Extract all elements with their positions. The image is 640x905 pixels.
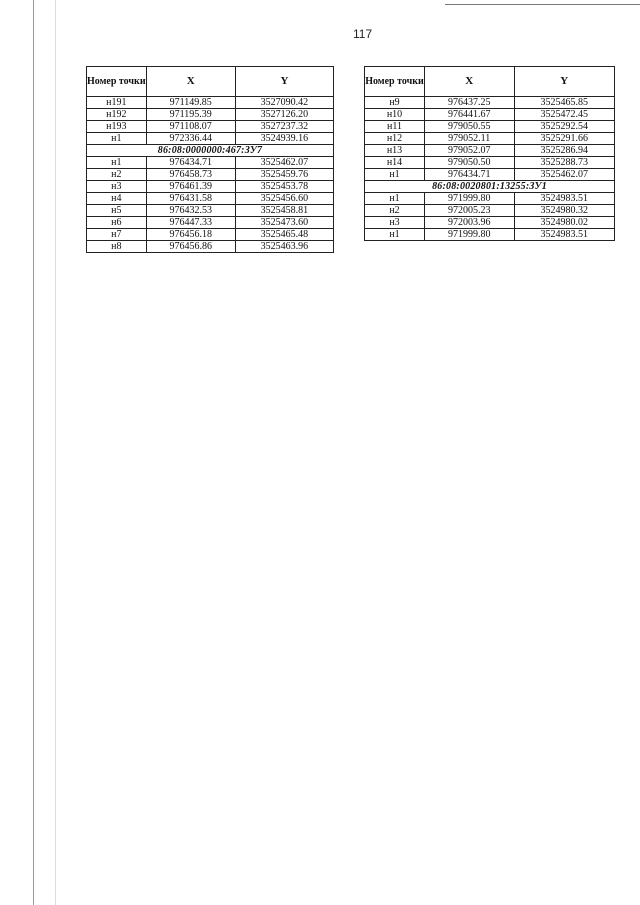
- point-number-cell: н1: [365, 193, 425, 205]
- page-number: 117: [353, 27, 373, 41]
- point-number-cell: н4: [87, 193, 147, 205]
- y-coordinate-cell: 3525473.60: [235, 217, 333, 229]
- y-coordinate-cell: 3525286.94: [514, 145, 614, 157]
- y-coordinate-cell: 3524980.02: [514, 217, 614, 229]
- y-coordinate-cell: 3525291.66: [514, 133, 614, 145]
- y-coordinate-cell: 3527237.32: [235, 121, 333, 133]
- table-row: [365, 169, 615, 181]
- table-row: [365, 229, 615, 241]
- y-coordinate-cell: 3525288.73: [514, 157, 614, 169]
- table-row: [87, 109, 334, 121]
- y-coordinate-cell: 3525459.76: [235, 169, 333, 181]
- x-coordinate-cell: 976434.71: [146, 157, 235, 169]
- x-coordinate-cell: 976458.73: [146, 169, 235, 181]
- x-coordinate-cell: 976456.18: [146, 229, 235, 241]
- header-y: Y: [514, 67, 614, 97]
- table-row: [87, 121, 334, 133]
- x-coordinate-cell: 971999.80: [424, 229, 514, 241]
- section-header-row: [87, 145, 334, 157]
- y-coordinate-cell: 3525472.45: [514, 109, 614, 121]
- table-row: [87, 97, 334, 109]
- x-coordinate-cell: 972336.44: [146, 133, 235, 145]
- point-number-cell: н6: [87, 217, 147, 229]
- binding-margin-line-faint: [55, 0, 56, 905]
- table-body-right: [365, 97, 615, 241]
- table-row: [365, 121, 615, 133]
- table-row: [87, 193, 334, 205]
- table-row: [87, 217, 334, 229]
- point-number-cell: н8: [87, 241, 147, 253]
- point-number-cell: н1: [87, 133, 147, 145]
- table-row: [365, 193, 615, 205]
- x-coordinate-cell: 972005.23: [424, 205, 514, 217]
- table-row: [365, 205, 615, 217]
- point-number-cell: н1: [365, 169, 425, 181]
- table-body-left: [87, 97, 334, 253]
- y-coordinate-cell: 3525465.85: [514, 97, 614, 109]
- x-coordinate-cell: 979050.50: [424, 157, 514, 169]
- point-number-cell: н13: [365, 145, 425, 157]
- x-coordinate-cell: 976432.53: [146, 205, 235, 217]
- x-coordinate-cell: 976461.39: [146, 181, 235, 193]
- point-number-cell: н14: [365, 157, 425, 169]
- cadastral-number-label: 86:08:0000000:467:ЗУ7: [87, 145, 334, 157]
- coordinates-table-left: [86, 66, 334, 253]
- table-row: [365, 157, 615, 169]
- x-coordinate-cell: 971195.39: [146, 109, 235, 121]
- y-coordinate-cell: 3525456.60: [235, 193, 333, 205]
- header-y: Y: [235, 67, 333, 97]
- point-number-cell: н3: [365, 217, 425, 229]
- point-number-cell: н192: [87, 109, 147, 121]
- y-coordinate-cell: 3525462.07: [235, 157, 333, 169]
- table-row: [87, 169, 334, 181]
- x-coordinate-cell: 976437.25: [424, 97, 514, 109]
- y-coordinate-cell: 3525292.54: [514, 121, 614, 133]
- x-coordinate-cell: 971999.80: [424, 193, 514, 205]
- point-number-cell: н10: [365, 109, 425, 121]
- table-row: [87, 157, 334, 169]
- table-row: [365, 133, 615, 145]
- table-row: [365, 97, 615, 109]
- table-row: [365, 145, 615, 157]
- x-coordinate-cell: 979052.07: [424, 145, 514, 157]
- header-point-number: Номер точки: [87, 67, 147, 97]
- y-coordinate-cell: 3524983.51: [514, 193, 614, 205]
- point-number-cell: н1: [87, 157, 147, 169]
- header-x: X: [146, 67, 235, 97]
- point-number-cell: н191: [87, 97, 147, 109]
- point-number-cell: н12: [365, 133, 425, 145]
- coordinates-table-right: [364, 66, 615, 241]
- y-coordinate-cell: 3525463.96: [235, 241, 333, 253]
- section-header-row: [365, 181, 615, 193]
- x-coordinate-cell: 976441.67: [424, 109, 514, 121]
- x-coordinate-cell: 979052.11: [424, 133, 514, 145]
- x-coordinate-cell: 972003.96: [424, 217, 514, 229]
- header-x: X: [424, 67, 514, 97]
- x-coordinate-cell: 976434.71: [424, 169, 514, 181]
- y-coordinate-cell: 3525465.48: [235, 229, 333, 241]
- point-number-cell: н11: [365, 121, 425, 133]
- x-coordinate-cell: 971108.07: [146, 121, 235, 133]
- y-coordinate-cell: 3524983.51: [514, 229, 614, 241]
- x-coordinate-cell: 979050.55: [424, 121, 514, 133]
- y-coordinate-cell: 3525458.81: [235, 205, 333, 217]
- y-coordinate-cell: 3525462.07: [514, 169, 614, 181]
- point-number-cell: н2: [365, 205, 425, 217]
- table-row: [87, 241, 334, 253]
- cadastral-number-label: 86:08:0020801:13255:ЗУ1: [365, 181, 615, 193]
- table-row: [365, 109, 615, 121]
- x-coordinate-cell: 976431.58: [146, 193, 235, 205]
- x-coordinate-cell: 976456.86: [146, 241, 235, 253]
- y-coordinate-cell: 3525453.78: [235, 181, 333, 193]
- point-number-cell: н2: [87, 169, 147, 181]
- binding-margin-line: [33, 0, 34, 905]
- x-coordinate-cell: 976447.33: [146, 217, 235, 229]
- top-edge-rule: [445, 4, 640, 5]
- table-row: [365, 217, 615, 229]
- point-number-cell: н7: [87, 229, 147, 241]
- y-coordinate-cell: 3527126.20: [235, 109, 333, 121]
- header-point-number: Номер точки: [365, 67, 425, 97]
- y-coordinate-cell: 3524980.32: [514, 205, 614, 217]
- point-number-cell: н3: [87, 181, 147, 193]
- point-number-cell: н193: [87, 121, 147, 133]
- table-row: [87, 205, 334, 217]
- table-row: [87, 133, 334, 145]
- table-header-row: [87, 67, 334, 97]
- y-coordinate-cell: 3527090.42: [235, 97, 333, 109]
- x-coordinate-cell: 971149.85: [146, 97, 235, 109]
- table-row: [87, 181, 334, 193]
- y-coordinate-cell: 3524939.16: [235, 133, 333, 145]
- point-number-cell: н5: [87, 205, 147, 217]
- table-header-row: [365, 67, 615, 97]
- table-row: [87, 229, 334, 241]
- point-number-cell: н9: [365, 97, 425, 109]
- point-number-cell: н1: [365, 229, 425, 241]
